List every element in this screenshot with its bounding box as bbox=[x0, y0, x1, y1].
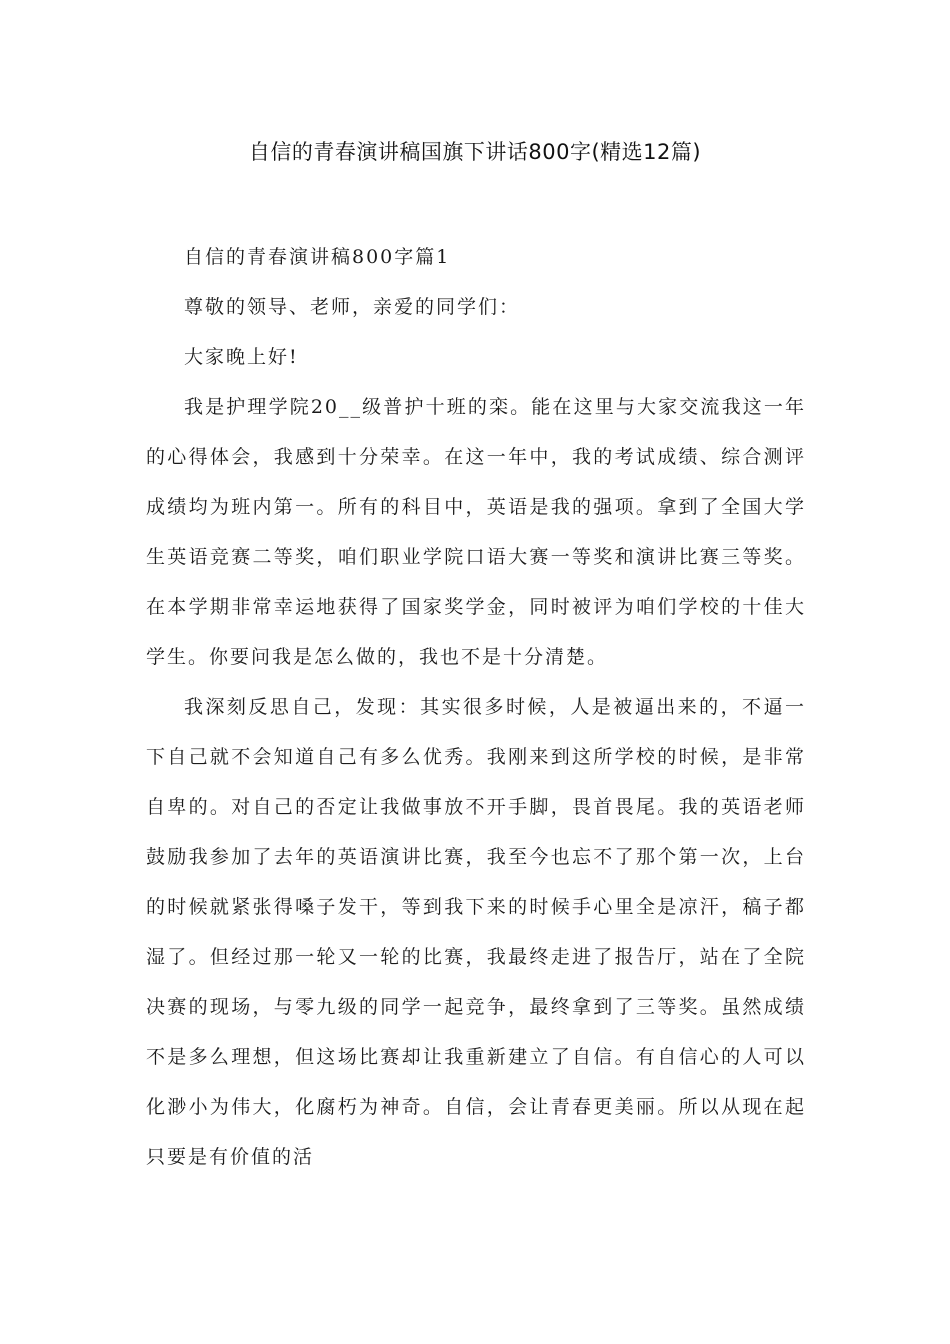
greeting: 大家晚上好! bbox=[184, 346, 299, 368]
document-body bbox=[146, 232, 806, 1182]
body-paragraph: 我是护理学院20__级普护十班的栾。能在这里与大家交流我这一年的心得体会，我感到十分荣幸。在这一年中，我的考试成绩、综合测评成绩均为班内第一。所有的科目中，英语是我的强项。拿到了全国大学生英语竞赛二等奖，咱们职业学院口语大赛一等奖和演讲比赛三等奖。在本学期非常幸运地获得了国家奖学金，同时被评为咱们学校的十佳大学生。你要问我是怎么做的，我也不是十分清楚。 bbox=[146, 396, 806, 668]
salutation: 尊敬的领导、老师，亲爱的同学们： bbox=[184, 296, 521, 318]
section-heading: 自信的青春演讲稿800字篇1 bbox=[184, 246, 451, 268]
body-paragraph: 我深刻反思自己，发现：其实很多时候，人是被逼出来的，不逼一下自己就不会知道自己有多么优秀。我刚来到这所学校的时候，是非常自卑的。对自己的否定让我做事放不开手脚，畏首畏尾。我的英语老师鼓励我参加了去年的英语演讲比赛，我至今也忘不了那个第一次，上台的时候就紧张得嗓子发干，等到我下来的时候手心里全是凉汗，稿子都湿了。但经过那一轮又一轮的比赛，我最终走进了报告厅，站在了全院决赛的现场，与零九级的同学一起竞争，最终拿到了三等奖。虽然成绩不是多么理想，但这场比赛却让我重新建立了自信。有自信心的人可以化渺小为伟大，化腐朽为神奇。自信，会让青春更美丽。所以从现在起只要是有价值的活 bbox=[146, 696, 806, 1168]
document-title: 自信的青春演讲稿国旗下讲话800字(精选12篇) bbox=[248, 140, 702, 164]
